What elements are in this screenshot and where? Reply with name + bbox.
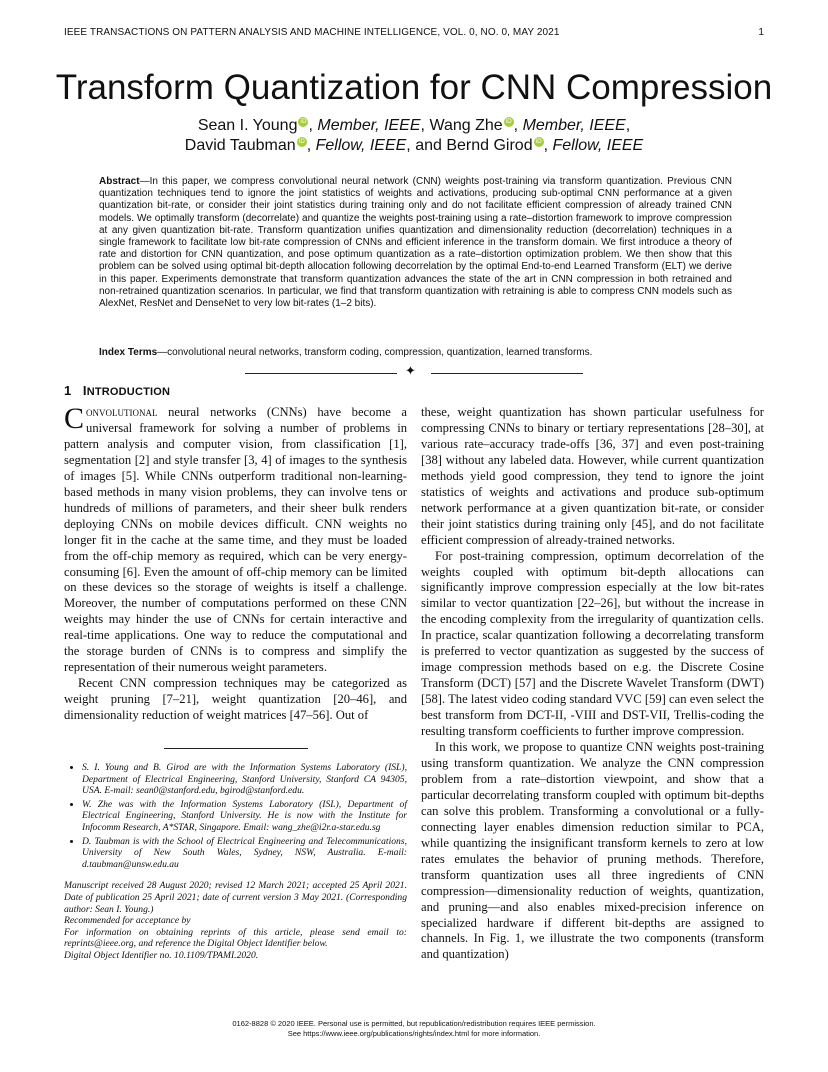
drop-cap: C	[64, 402, 85, 435]
separator-left	[245, 373, 397, 374]
index-terms-label: Index Terms	[99, 347, 158, 358]
separator-star-icon: ✦	[405, 363, 416, 378]
doi-info: Digital Object Identifier no. 10.1109/TPAMI.2020.	[64, 949, 259, 961]
paragraph: Recent CNN compression techniques may be categorized as weight pruning [7–21], weight quantization [20–46], and dimensionality reduction of weight matrices [47–56]. Out of	[64, 676, 407, 723]
separator-right	[431, 373, 583, 374]
orcid-icon[interactable]: iD	[300, 118, 307, 125]
author-role: Fellow, IEEE	[552, 137, 644, 154]
author-list	[0, 116, 828, 156]
orcid-icon[interactable]: iD	[535, 138, 542, 145]
left-column	[64, 402, 407, 724]
abstract-text: —In this paper, we compress convolutional neural network (CNN) weights post-training via transform quantization. Previous CNN quantization techniques tend to ignore the joint statistics of weights and activations, producing sub-optimal CNN performance at a given quantization bit-rate, or consider their joint statistics during training only and do not facilitate efficient compression of already trained CNN models. We optimally transform (decorrelate) and quantize the weights post-training using a rate–distortion framework to improve compression at any given quantization bit-rate. Transform quantization unifies quantization and dimensionality reduction (decorrelation) techniques in a single framework to facilitate low bit-rate compression of CNNs and efficient inference in the transform domain. We first introduce a theory of rate and distortion for CNN quantization, and pose optimum quantization as a rate–distortion optimization problem. We then show that this problem can be solved using optimal bit-depth allocation following decorrelation by the optimal End-to-end Learned Transform (ELT) we derive in this paper. Experiments demonstrate that transform quantization advances the state of the art in CNN compression in both retrained and non-retrained quantization scenarios. In particular, we find that transform quantization with retraining is able to compress CNN models such as AlexNet, ResNet and DenseNet to very low bit-rates (1–2 bits).	[99, 176, 732, 310]
author-name: David Taubman	[184, 137, 296, 154]
section-heading: 1 INTRODUCTION	[64, 383, 171, 398]
author-name: Bernd Girod	[446, 137, 533, 154]
paragraph: For post-training compression, optimum decorrelation of the weights coupled with optimum bit-depth allocations can significantly improve compression especially at the low bit-rates similar to vector quantization [22–26], but without the increase in the encoding complexity from the irregularity of quantization cells. In practice, scalar quantization following a decorrelating transform is preferred to vector quantization as suggested by the success of image compression methods based on e.g. the Discrete Cosine Transform (DCT) [57] and the Discrete Wavelet Transform (DWT) [58]. The latest video coding standard VVC [59] can even select the best transform from DCT-II, -VIII and DST-VII, Trellis-coding the resulting transform coefficients to further improve compression.	[421, 548, 764, 739]
author-name: Sean I. Young	[197, 117, 298, 134]
footnote-item: • D. Taubman is with the School of Electrical Engineering and Telecommunications, University of New South Wales, Sydney, NSW, Australia. E-mail: d.taubman@unsw.edu.au	[82, 836, 407, 871]
paper-title: Transform Quantization for CNN Compression	[55, 68, 773, 107]
orcid-icon[interactable]: iD	[505, 118, 512, 125]
author-name: Wang Zhe	[429, 117, 503, 134]
paragraph: In this work, we propose to quantize CNN weights post-training using transform quantization. We analyze the CNN compression problem from a rate–distortion viewpoint, and show that a particular decorrelating transform coupled with optimum bit-depths can solve this problem. Transforming a convolutional or a fully-connecting layer enables dimension reduction similar to PCA, while quantizing the insignificant transform kernels to zero at low rates emulates the behavior of pruning methods. Therefore, transform quantization uses all three ingredients of CNN compression—dimensionality reduction of weights, quantization, and pruning—and also enables mixed-precision inference on specialized hardware if different bit-depths are assigned to channels. In Fig. 1, we illustrate the two components (transform and quantization)	[421, 740, 764, 962]
journal-name: IEEE TRANSACTIONS ON PATTERN ANALYSIS AND MACHINE INTELLIGENCE, VOL. 0, NO. 0, MAY 2021	[64, 27, 560, 38]
running-header	[64, 27, 764, 38]
recommended-info: Recommended for acceptance by	[64, 915, 191, 927]
index-terms	[99, 347, 732, 359]
section-title: NTRODUCTION	[86, 386, 171, 398]
paragraph: Convolutional neural networks (CNNs) have become a universal framework for solving a number of problems in pattern analysis and computer vision, from classification [1], segmentation [2] and style transfer [3, 4] of images to the synthesis of images [5]. While CNNs outperform traditional non-learning-based methods in many vision problems, they can involve tens or hundreds of millions of parameters, and their sheer bulk renders deploying CNNs on mobile devices difficult. CNN weights no longer fit in the cache at the same time, and they must be loaded from the off-chip memory as required, which can be very energy-consuming [6]. Even the amount of off-chip memory can be limited on these devices so the storage of weights is itself a challenge. Moreover, the number of computations performed on these CNN weights may hinder the use of CNNs for certain interactive and real-time applications. One way to reduce the computational and the storage burden of CNNs is to compress and simplify the representation of their numerous weight parameters.	[64, 402, 407, 675]
paragraph: these, weight quantization has shown particular usefulness for compressing CNNs to binary or tertiary representations [28–30], at various rate–accuracy trade-offs [36, 37] and even post-training [38] without any labeled data. However, while current quantization methods yield good compression, they tend to ignore the joint statistics of weights and activations and produce sub-optimum network performance at a given quantization bit-rate, or consider their joint statistics during training only [45], and do not facilitate efficient compression of already-trained networks.	[421, 405, 764, 547]
abstract	[99, 176, 732, 310]
manuscript-info: Manuscript received 28 August 2020; revised 12 March 2021; accepted 25 April 2021. Date of publication 25 April 2021; date of current version 3 May 2021. (Corresponding author: Sean I. Young.)	[64, 880, 407, 915]
author-role: Fellow, IEEE	[315, 137, 407, 154]
reprint-info: For information on obtaining reprints of this article, please send email to: reprints@ieee.org, and reference the Digital Object Identifier below.	[64, 926, 407, 950]
author-role: Member, IEEE	[522, 117, 626, 134]
index-terms-text: —convolutional neural networks, transform coding, compression, quantization, learned transforms.	[157, 347, 593, 358]
footnote-item: • S. I. Young and B. Girod are with the Information Systems Laboratory (ISL), Department of Electrical Engineering, Stanford University, Stanford CA 94305, USA. E-mail: sean0@stanford.edu, bgirod@stanford.edu.	[82, 762, 407, 797]
author-line-2: David Taubman iD , Fellow, IEEE, and Bernd Girod iD , Fellow, IEEE	[184, 137, 644, 154]
footnotes	[64, 762, 407, 962]
right-column	[421, 405, 764, 963]
section-number: 1	[64, 383, 72, 398]
footnote-rule	[164, 748, 308, 749]
abstract-label: Abstract	[99, 176, 140, 187]
author-role: Member, IEEE	[317, 117, 421, 134]
orcid-icon[interactable]: iD	[298, 138, 305, 145]
footnote-item: • W. Zhe was with the Information Systems Laboratory (ISL), Department of Electrical Engineering, Stanford University. He is now with the Institute for Infocomm Research, A*STAR, Singapore. Email: wang_zhe@i2r.a-star.edu.sg	[82, 799, 407, 834]
copyright-notice: 0162-8828 © 2020 IEEE. Personal use is permitted, but republication/redistribution requires IEEE permission. See https://www.ieee.org/publications/rights/index.html for more information.	[232, 1019, 596, 1038]
author-line-1: Sean I. Young iD , Member, IEEE, Wang Zhe iD , Member, IEEE,	[197, 117, 631, 134]
page-number: 1	[758, 27, 764, 38]
